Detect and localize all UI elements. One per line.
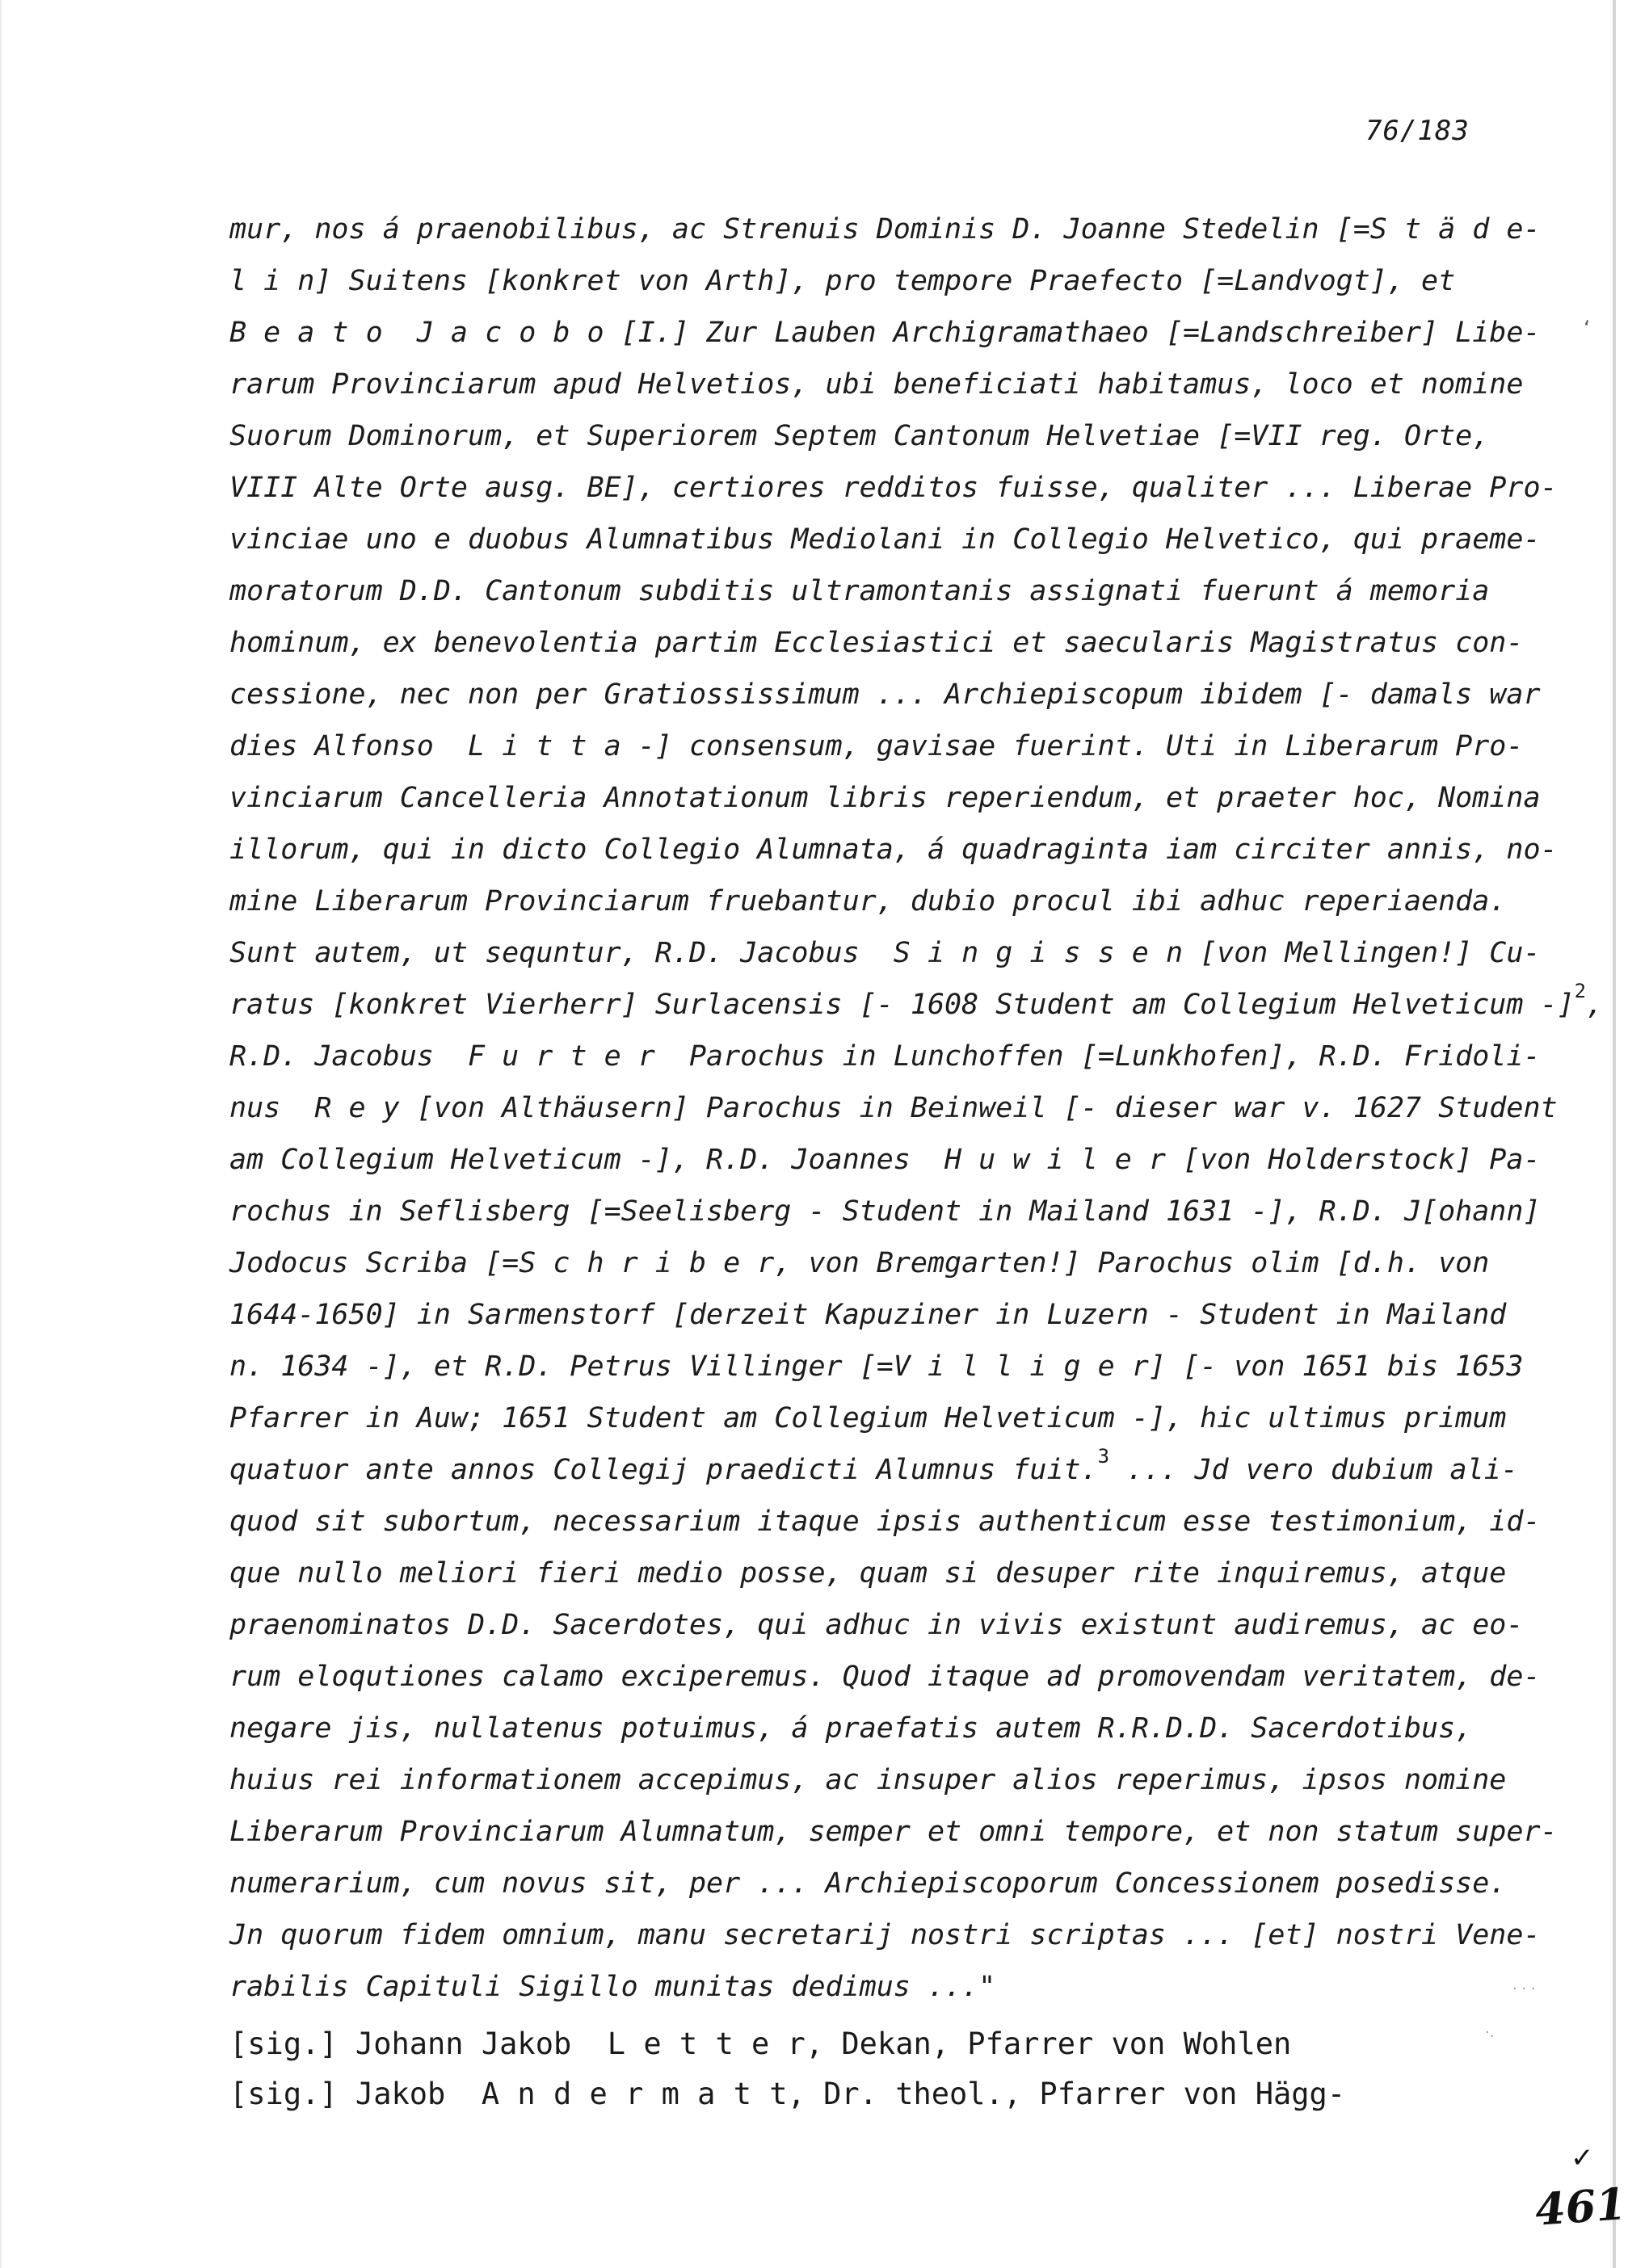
text-line <box>229 1858 1554 1909</box>
text-line <box>229 359 1554 410</box>
text-line <box>229 204 1554 255</box>
text-line <box>229 669 1554 720</box>
text-line <box>229 410 1554 462</box>
text-line-content: que nullo meliori fieri medio posse, quam si desuper rite inquiremus, atque <box>229 1557 1507 1590</box>
text-line-content: illorum, qui in dicto Collegio Alumnata, á quadraginta iam circiter annis, no- <box>229 834 1558 866</box>
text-line <box>229 565 1554 617</box>
scan-left-edge <box>0 0 2 2268</box>
text-line <box>229 1082 1558 1134</box>
text-line <box>229 772 1554 824</box>
text-line <box>229 1289 1554 1341</box>
text-line-content: nus R e y [von Althäusern] Parochus in Beinweil [- dieser war v. 1627 Student <box>229 1092 1558 1124</box>
text-line-content: n. 1634 -], et R.D. Petrus Villinger [=V i l l i g e r] [- von 1651 bis 1653 <box>229 1350 1524 1383</box>
text-line <box>229 1754 1554 1806</box>
text-line-content: Suorum Dominorum, et Superiorem Septem Cantonum Helvetiae [=VII reg. Orte, <box>229 420 1490 452</box>
text-line <box>229 1341 1554 1392</box>
text-line-content: Pfarrer in Auw; 1651 Student am Collegium Helveticum -], hic ultimus primum <box>229 1402 1507 1434</box>
text-line <box>229 617 1554 669</box>
text-line-content: rabilis Capituli Sigillo munitas dedimus ..." <box>229 1971 996 2003</box>
signature-line: [sig.] Jakob A n d e r m a t t, Dr. theol., Pfarrer von Hägg- <box>229 2077 1346 2111</box>
text-line-content: l i n] Suitens [konkret von Arth], pro tempore Praefecto [=Landvogt], et <box>229 265 1456 297</box>
text-line-content: am Collegium Helveticum -], R.D. Joannes H u w i l e r [von Holderstock] Pa- <box>229 1144 1541 1176</box>
folio-number: 461 <box>1533 2178 1628 2236</box>
text-line <box>229 1703 1554 1754</box>
transcription-body <box>229 204 1604 2013</box>
signature-line: [sig.] Johann Jakob L e t t e r, Dekan, Pfarrer von Wohlen <box>229 2026 1292 2061</box>
text-line <box>229 307 1554 359</box>
text-line <box>229 1651 1554 1703</box>
margin-mark: ʻ <box>1584 317 1591 341</box>
text-line-content: dies Alfonso L i t t a -] consensum, gavisae fuerint. Uti in Liberarum Pro- <box>229 730 1524 762</box>
text-line-content: quatuor ante annos Collegij praedicti Alumnus fuit. <box>229 1454 1098 1486</box>
text-line-content: vinciarum Cancelleria Annotationum libris reperiendum, et praeter hoc, Nomina <box>229 782 1541 814</box>
text-line <box>229 1599 1554 1651</box>
text-line <box>229 1237 1554 1289</box>
text-line-continuation: ... Jd vero dubium ali- <box>1109 1454 1518 1486</box>
text-line-content: praenominatos D.D. Sacerdotes, qui adhuc in vivis existunt audiremus, ac eo- <box>229 1609 1524 1641</box>
text-line-content: rarum Provinciarum apud Helvetios, ubi beneficiati habitamus, loco et nomine <box>229 368 1524 401</box>
text-line <box>229 1806 1558 1858</box>
text-line <box>229 720 1554 772</box>
text-line-content: Sunt autem, ut sequntur, R.D. Jacobus S i n g i s s e n [von Mellingen!] Cu- <box>229 937 1541 969</box>
text-line-content: Jn quorum fidem omnium, manu secretarij nostri scriptas ... [et] nostri Vene- <box>229 1919 1541 1951</box>
footnote-marker: 2 <box>1574 980 1587 1002</box>
text-line <box>229 1444 1554 1496</box>
scan-speck-dots: · · · <box>1512 1980 1536 1997</box>
text-line-content: rochus in Seflisberg [=Seelisberg - Student in Mailand 1631 -], R.D. J[ohann] <box>229 1195 1541 1228</box>
text-line <box>229 824 1558 876</box>
scan-speck-dots: ·. <box>1485 2024 1495 2041</box>
text-line <box>229 1031 1554 1082</box>
text-line-content: vinciae uno e duobus Alumnatibus Mediolani in Collegio Helvetico, qui praeme- <box>229 523 1541 556</box>
text-line-content: mine Liberarum Provinciarum fruebantur, dubio procul ibi adhuc reperiaenda. <box>229 885 1507 918</box>
text-line-content: hominum, ex benevolentia partim Ecclesiastici et saecularis Magistratus con- <box>229 627 1524 659</box>
signature-block <box>229 2019 1554 2119</box>
text-line-content: quod sit subortum, necessarium itaque ipsis authenticum esse testimonium, id- <box>229 1506 1541 1538</box>
text-line-content: R.D. Jacobus F u r t e r Parochus in Lunchoffen [=Lunkhofen], R.D. Fridoli- <box>229 1040 1541 1073</box>
text-line <box>229 1909 1554 1961</box>
text-line-content: Liberarum Provinciarum Alumnatum, semper et omni tempore, et non statum super- <box>229 1816 1558 1848</box>
scan-right-edge <box>1613 0 1616 2268</box>
text-line <box>229 514 1554 565</box>
text-line-content: ratus [konkret Vierherr] Surlacensis [- 1608 Student am Collegium Helveticum -] <box>229 989 1575 1021</box>
text-line-content: moratorum D.D. Cantonum subditis ultramontanis assignati fuerunt á memoria <box>229 575 1490 607</box>
text-line-content: VIII Alte Orte ausg. BE], certiores redditos fuisse, qualiter ... Liberae Pro- <box>229 472 1558 504</box>
page-number: 76/183 <box>1365 115 1470 147</box>
text-line-content: huius rei informationem accepimus, ac insuper alios reperimus, ipsos nomine <box>229 1764 1507 1796</box>
text-line-content: rum eloqutiones calamo exciperemus. Quod itaque ad promovendam veritatem, de- <box>229 1661 1541 1693</box>
text-line <box>229 927 1554 979</box>
text-line <box>229 1186 1554 1237</box>
text-line-continuation: , <box>1586 989 1604 1021</box>
text-line-content: Jodocus Scriba [=S c h r i b e r, von Bremgarten!] Parochus olim [d.h. von <box>229 1247 1490 1279</box>
footnote-marker: 3 <box>1097 1445 1110 1468</box>
text-line <box>229 1134 1554 1186</box>
text-line <box>229 255 1554 307</box>
text-line <box>229 876 1554 927</box>
text-line <box>229 1392 1554 1444</box>
text-line <box>229 1548 1554 1599</box>
text-line-content: B e a t o J a c o b o [I.] Zur Lauben Archigramathaeo [=Landschreiber] Libe- <box>229 317 1541 349</box>
text-line-content: cessione, nec non per Gratiossissimum ... Archiepiscopum ibidem [- damals war <box>229 678 1541 711</box>
text-line-content: numerarium, cum novus sit, per ... Archiepiscoporum Concessionem posedisse. <box>229 1867 1507 1900</box>
text-line <box>229 462 1558 514</box>
text-line-content: 1644-1650] in Sarmenstorf [derzeit Kapuziner in Luzern - Student in Mailand <box>229 1299 1507 1331</box>
text-line-content: negare jis, nullatenus potuimus, á praefatis autem R.R.D.D. Sacerdotibus, <box>229 1712 1473 1745</box>
text-line <box>229 1961 1554 2013</box>
text-line <box>229 979 1604 1031</box>
text-line <box>229 1496 1554 1548</box>
text-line-content: mur, nos á praenobilibus, ac Strenuis Dominis D. Joanne Stedelin [=S t ä d e- <box>229 213 1541 246</box>
check-mark-icon: ✓ <box>1571 2142 1594 2174</box>
